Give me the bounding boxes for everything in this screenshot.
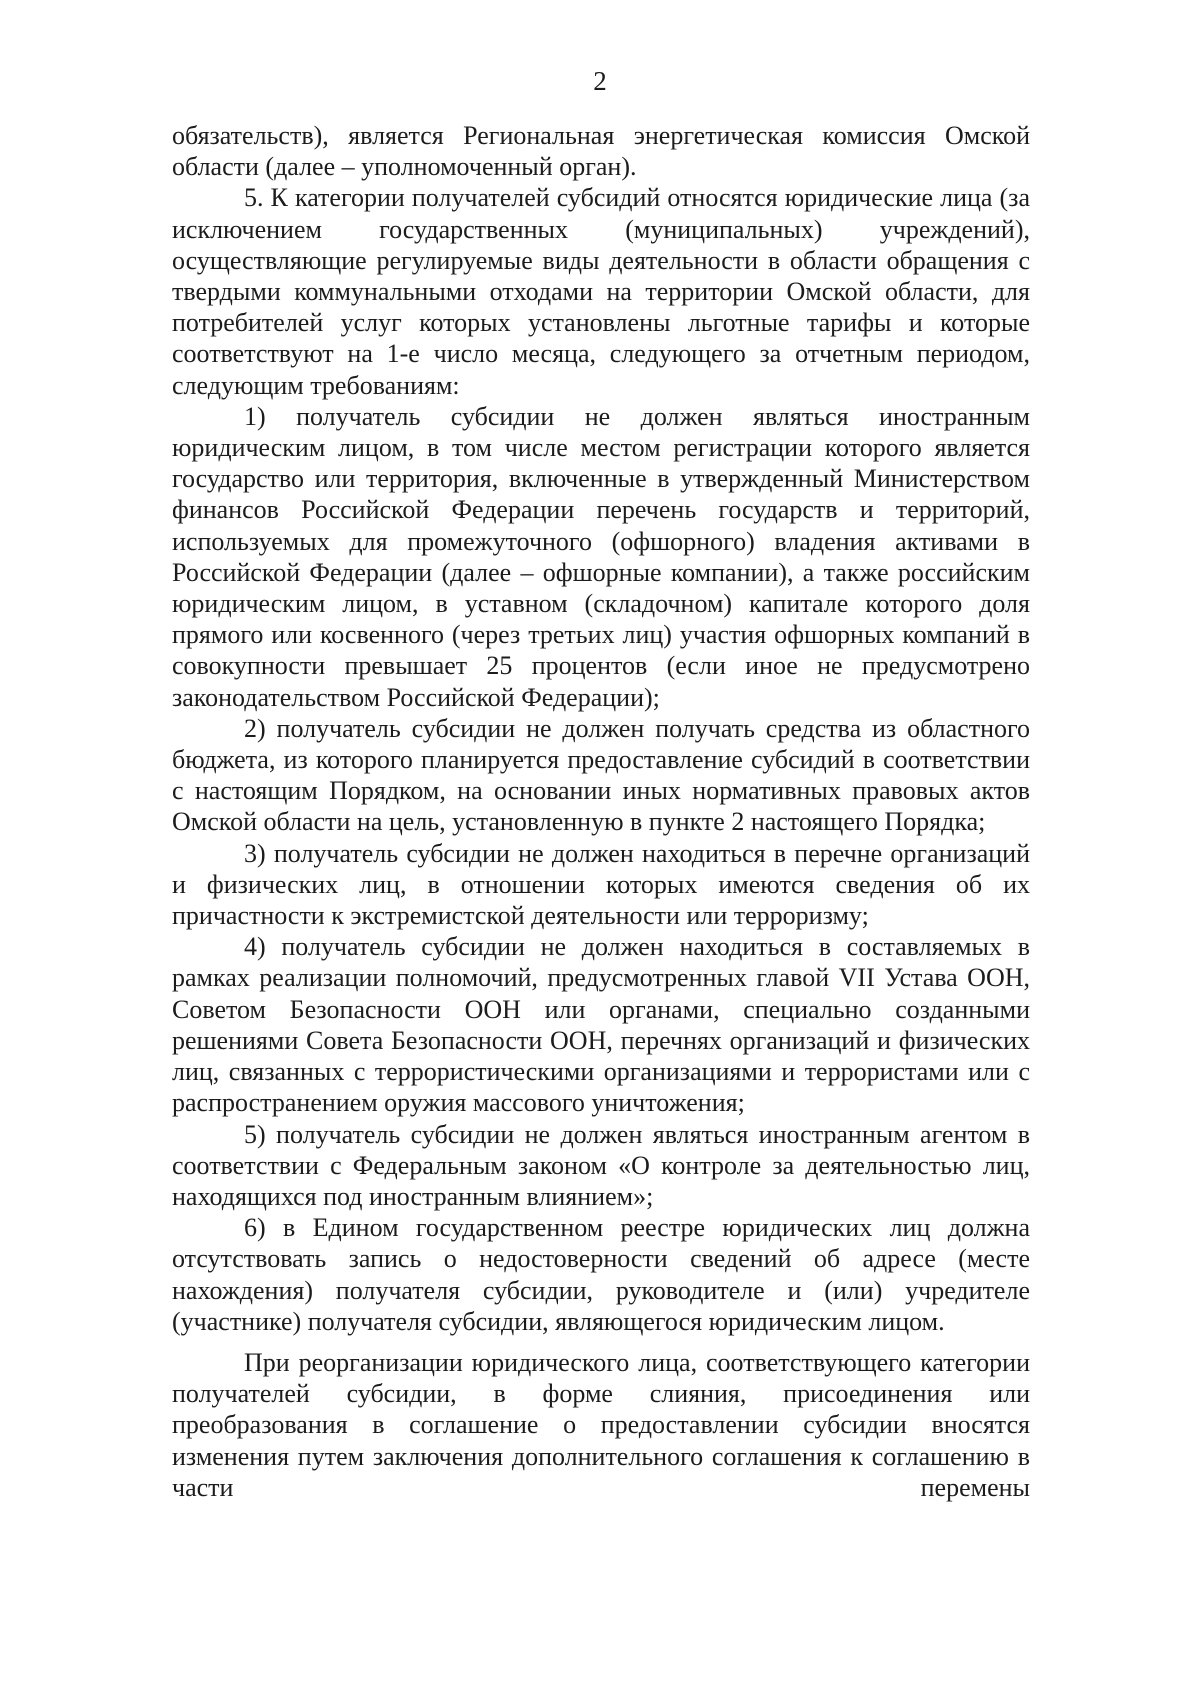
paragraph-requirement-4: 4) получатель субсидии не должен находиться в составляемых в рамках реализации полномочий, предусмотренных главой VII Устава ООН, Советом Безопасности ООН или органами, специально созданными решениями Совета Безопасности ООН, перечнях организаций и физических лиц, связанных с террористическими организациями и террористами или с распространением оружия массового уничтожения; xyxy=(172,932,1030,1118)
paragraph-requirement-6: 6) в Едином государственном реестре юридических лиц должна отсутствовать запись о недостоверности сведений об адресе (месте нахождения) получателя субсидии, руководителе и (или) учредителе (участнике) получателя субсидии, являющегося юридическим лицом. xyxy=(172,1213,1030,1336)
paragraph-requirement-1: 1) получатель субсидии не должен являться иностранным юридическим лицом, в том числе местом регистрации которого является государство или территория, включенные в утвержденный Министерством финансов Российской Федерации перечень государств и территорий, используемых для промежуточного (офшорного) владения активами в Российской Федерации (далее – офшорные компании), а также российским юридическим лицом, в уставном (складочном) капитале которого доля прямого или косвенного (через третьих лиц) участия офшорных компаний в совокупности превышает 25 процентов (если иное не предусмотрено законодательством Российской Федерации); xyxy=(172,401,1030,712)
paragraph-requirement-3: 3) получатель субсидии не должен находиться в перечне организаций и физических лиц, в отношении которых имеются сведения об их причастности к экстремистской деятельности или терроризму; xyxy=(172,838,1030,931)
paragraph-continuation: обязательств), является Региональная энергетическая комиссия Омской области (далее – уполномоченный орган). xyxy=(172,121,1030,182)
paragraph-item-5: 5. К категории получателей субсидий относятся юридические лица (за исключением государственных (муниципальных) учреждений), осуществляющие регулируемые виды деятельности в области обращения с твердыми коммунальными отходами на территории Омской области, для потребителей услуг которых установлены льготные тарифы и которые соответствуют на 1-е число месяца, следующего за отчетным периодом, следующим требованиям: xyxy=(172,183,1030,400)
paragraph-requirement-5: 5) получатель субсидии не должен являться иностранным агентом в соответствии с Федеральным законом «О контроле за деятельностью лиц, находящихся под иностранным влиянием»; xyxy=(172,1119,1030,1211)
page-number: 2 xyxy=(593,66,607,96)
document-body xyxy=(172,120,1030,1503)
paragraph-requirement-2: 2) получатель субсидии не должен получать средства из областного бюджета, из которого планируется предоставление субсидий в соответствии с настоящим Порядком, на основании иных нормативных правовых актов Омской области на цель, установленную в пункте 2 настоящего Порядка; xyxy=(172,713,1030,837)
paragraph-reorganization: При реорганизации юридического лица, соответствующего категории получателей субсидии, в форме слияния, присоединения или преобразования в соглашение о предоставлении субсидии вносятся изменения путем заключения дополнительного соглашения к соглашению в части перемены xyxy=(172,1347,1030,1502)
